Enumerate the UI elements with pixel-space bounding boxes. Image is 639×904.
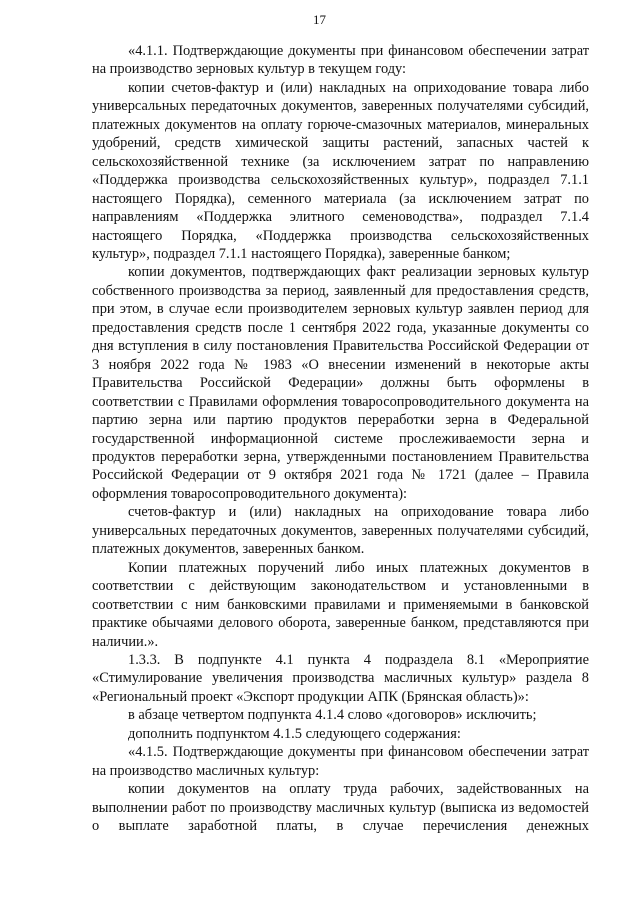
paragraph-4-1-5-heading: «4.1.5. Подтверждающие документы при финансовом обеспечении затрат на производство масличных культур: [92, 744, 589, 779]
paragraph-sales-documents: копии документов, подтверждающих факт реализации зерновых культур собственного производства за период, заявленный для предоставления средств, при этом, в случае если производителем зерновых культур заявлен период для предоставления средств после 1 сентября 2022 года, указанные документы со дня вступления в силу постановления Правительства Российской Федерации от 3 ноября 2022 года № 1983 «О внесении изменений в некоторые акты Правительства Российской Федерации» должны быть оформлены в соответствии с Правилами оформления товаросопроводительного документа на партию зерна или партию продуктов переработки зерна в Федеральной государственной информационной системе прослеживаемости зерна и продуктов переработки зерна, утвержденными постановлением Правительства Российской Федерации от 9 октября 2021 года № 1721 (далее – Правила оформления товаросопроводительного документа): [92, 264, 589, 502]
paragraph-4-1-1-heading: «4.1.1. Подтверждающие документы при финансовом обеспечении затрат на производство зерновых культур в текущем году: [92, 43, 589, 78]
paragraph-invoice-copies: копии счетов-фактур и (или) накладных на оприходование товара либо универсальных передаточных документов, заверенных получателями субсидий, платежных документов на оплату горюче-смазочных материалов, минеральных удобрений, средств химической защиты растений, запасных частей к сельскохозяйственной технике (за исключением затрат по направлению «Поддержка производства сельскохозяйственных культур», подраздел 7.1.1 настоящего Порядка), семенного материала (за исключением затрат по направлениям «Поддержка элитного семеноводства», подраздел 7.1.4 настоящего Порядка, «Поддержка производства сельскохозяйственных культур», подраздел 7.1.1 настоящего Порядка), заверенные банком; [92, 79, 589, 262]
paragraph-payment-orders: Копии платежных поручений либо иных платежных документов в соответствии с действующим законодательством и установленными в соответствии с ним банковскими правилами и применяемыми в банковской практике обычаями делового оборота, заверенные банком, представляются при наличии.». [92, 559, 589, 650]
page-number: 17 [313, 12, 326, 27]
paragraph-exclude-word: в абзаце четвертом подпункта 4.1.4 слово «договоров» исключить; [128, 707, 537, 724]
paragraph-add-subpoint: дополнить подпунктом 4.1.5 следующего содержания: [128, 725, 461, 742]
paragraph-labor-documents: копии документов на оплату труда рабочих, задействованных на выполнении работ по производству масличных культур (выписка из ведомостей о выплате заработной платы, в случае перечисления денежных [92, 781, 589, 835]
document-body [92, 42, 589, 835]
paragraph-1-3-3: 1.3.3. В подпункте 4.1 пункта 4 подраздела 8.1 «Мероприятие «Стимулирование увеличения производства масличных культур» раздела 8 «Региональный проект «Экспорт продукции АПК (Брянская область)»: [92, 651, 589, 705]
paragraph-invoices-transfer: счетов-фактур и (или) накладных на оприходование товара либо универсальных передаточных документов, заверенных получателями субсидий, платежных документов, заверенных банком. [92, 504, 589, 558]
